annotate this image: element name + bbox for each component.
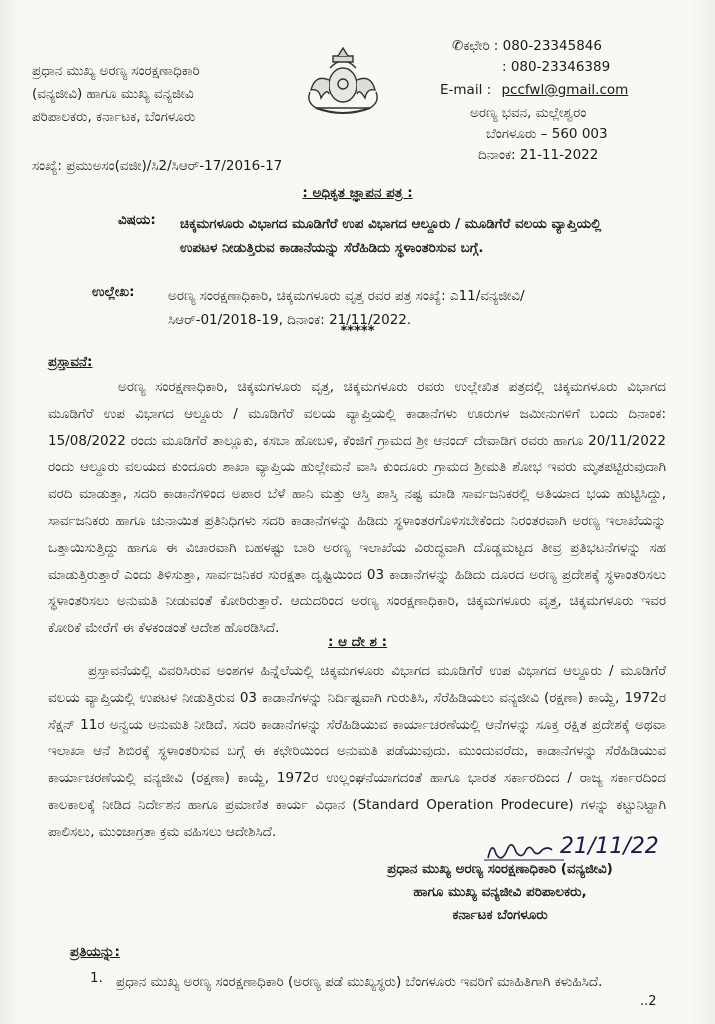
phone-label: ಕಛೇರಿ: [463, 38, 490, 54]
issuing-office: [32, 60, 200, 129]
phone-1: : 080-23345846: [493, 38, 602, 54]
subject-label: ವಿಷಯ:: [118, 212, 156, 228]
signatory-line-1: ಪ್ರಧಾನ ಮುಖ್ಯ ಅರಣ್ಯ ಸಂರಕ್ಷಣಾಧಿಕಾರಿ (ವನ್ಯಜೀವಿ): [387, 861, 613, 877]
phone-icon: ✆: [452, 38, 464, 54]
email-block: [440, 82, 628, 98]
signature-date: 21/11/22: [560, 834, 659, 859]
copy-number: 1.: [90, 970, 103, 986]
signatory-line-2: ಹಾಗೂ ಮುಖ್ಯ ವನ್ಯಜೀವಿ ಪರಿಪಾಲಕರು,: [413, 884, 587, 900]
preamble-heading: ಪ್ರಸ್ತಾವನೆ:: [48, 354, 93, 370]
issue-date: ದಿನಾಂಕ: 21-11-2022: [478, 147, 599, 163]
order-paragraph: ಪ್ರಸ್ತಾವನೆಯಲ್ಲಿ ವಿವರಿಸಿರುವ ಅಂಶಗಳ ಹಿನ್ನೆಲೆಯಲ್ಲಿ ಚಿಕ್ಕಮಗಳೂರು ವಿಭಾಗದ ಮೂಡಿಗೆರೆ ಉಪ ವಿಭಾಗದ ಆಲ್ದೂರು / ಮೂಡಿಗೆರೆ ವಲಯ ವ್ಯಾಪ್ತಿಯಲ್ಲಿ ಉಪಟಳ ನೀಡುತ್ತಿರುವ 03 ಕಾಡಾನೆಗಳನ್ನು ನಿರ್ದಿಷ್ಟವಾಗಿ ಗುರುತಿಸಿ, ಸೆರೆಹಿಡಿಯಲು ವನ್ಯಜೀವಿ (ರಕ್ಷಣಾ) ಕಾಯ್ದೆ, 1972ರ ಸೆಕ್ಷನ್ 11ರ ಅನ್ವಯ ಅನುಮತಿ ನೀಡಿದೆ. ಸದರಿ ಕಾಡಾನೆಗಳನ್ನು ಸೆರೆಹಿಡಿಯುವ ಕಾರ್ಯಾಚರಣೆಯಲ್ಲಿ ಆನೆಗಳನ್ನು ಸೂಕ್ತ ರಕ್ಷಿತ ಪ್ರದೇಶಕ್ಕೆ ಅಥವಾ ಇಲಾಖಾ ಆನೆ ಶಿಬಿರಕ್ಕೆ ಸ್ಥಳಾಂತರಿಸುವ ಬಗ್ಗೆ ಈ ಕಛೇರಿಯಿಂದ ಅನುಮತಿ ಪಡೆಯುವುದು. ಮುಂದುವರೆದು, ಕಾಡಾನೆಗಳನ್ನು ಸೆರೆಹಿಡಿಯುವ ಕಾರ್ಯಾಚರಣೆಯಲ್ಲಿ ವನ್ಯಜೀವಿ (ರಕ್ಷಣಾ) ಕಾಯ್ದೆ, 1972ರ ಉಲ್ಲಂಘನೆಯಾಗದಂತೆ ಹಾಗೂ ಭಾರತ ಸರ್ಕಾರದಿಂದ / ರಾಜ್ಯ ಸರ್ಕಾರದಿಂದ ಕಾಲಕಾಲಕ್ಕೆ ನೀಡಿದ ನಿರ್ದೇಶನ ಹಾಗೂ ಪ್ರಮಾಣಿತ ಕಾರ್ಯ ವಿಧಾನ (Standard Operation Prodecure) ಗಳನ್ನು ಕಟ್ಟುನಿಟ್ಟಾಗಿ ಪಾಲಿಸಲು, ಮುಂಜಾಗ್ರತಾ ಕ್ರಮ ವಹಿಸಲು ಆದೇಶಿಸಿದೆ.: [48, 663, 666, 840]
office-line-3: ಪರಿಪಾಲಕರು, ಕರ್ನಾಟಕ, ಬೆಂಗಳೂರು: [32, 109, 196, 125]
signatory-block: [360, 858, 640, 927]
preamble-paragraph: ಅರಣ್ಯ ಸಂರಕ್ಷಣಾಧಿಕಾರಿ, ಚಿಕ್ಕಮಗಳೂರು ವೃತ್ತ, ಚಿಕ್ಕಮಗಳೂರು ರವರು ಉಲ್ಲೇಖಿತ ಪತ್ರದಲ್ಲಿ ಚಿಕ್ಕಮಗಳೂರು ವಿಭಾಗದ ಮೂಡಿಗೆರೆ ಉಪ ವಿಭಾಗದ ಆಲ್ದೂರು / ಮೂಡಿಗೆರೆ ವಲಯ ವ್ಯಾಪ್ತಿಯಲ್ಲಿ ಕಾಡಾನೆಗಳು ಊರುಗಳ ಜಮೀನುಗಳಿಗೆ ಬಂದು ದಿನಾಂಕ: 15/08/2022 ರಂದು ಮೂಡಿಗೆರೆ ತಾಲ್ಲೂಕು, ಕಸಬಾ ಹೋಬಳಿ, ಕೆಂಜಿಗೆ ಗ್ರಾಮದ ಶ್ರೀ ಆನಂದ್ ದೇವಾಡಿಗ ರವರು ಹಾಗೂ 20/11/2022 ರಂದು ಆಲ್ದೂರು ವಲಯದ ಕುಂದೂರು ಶಾಖಾ ವ್ಯಾಪ್ತಿಯ ಹುಲ್ಲೇಮನೆ ವಾಸಿ ಕುಂದೂರು ಗ್ರಾಮದ ಶ್ರೀಮತಿ ಶೋಭ ಇವರು ಮೃತಪಟ್ಟಿರುವುದಾಗಿ ವರದಿ ಮಾಡುತ್ತಾ, ಸದರಿ ಕಾಡಾನೆಗಳಿಂದ ಅಪಾರ ಬೆಳೆ ಹಾನಿ ಮತ್ತು ಆಸ್ತಿ ಪಾಸ್ತಿ ನಷ್ಟ ಮಾಡಿ ಸಾರ್ವಜನಿಕರಲ್ಲಿ ಅತಿಯಾದ ಭಯ ಹುಟ್ಟಿಸಿದ್ದು, ಸಾರ್ವಜನಿಕರು ಹಾಗೂ ಚುನಾಯಿತ ಪ್ರತಿನಿಧಿಗಳು ಸದರಿ ಕಾಡಾನೆಗಳನ್ನು ಹಿಡಿದು ಸ್ಥಳಾಂತರಗೊಳಿಸಬೇಕೆಂದು ನಿರಂತರವಾಗಿ ಅರಣ್ಯ ಇಲಾಖೆಯನ್ನು ಒತ್ತಾಯಿಸುತ್ತಿದ್ದು ಹಾಗೂ ಈ ವಿಚಾರವಾಗಿ ಬಹಳಷ್ಟು ಬಾರಿ ಅರಣ್ಯ ಇಲಾಖೆಯ ವಿರುದ್ಧವಾಗಿ ದೊಡ್ಡಮಟ್ಟದ ತೀವ್ರ ಪ್ರತಿಭಟನೆಗಳನ್ನು ಸಹ ಮಾಡುತ್ತಿರುತ್ತಾರೆ ಎಂದು ತಿಳಿಸುತ್ತಾ, ಸಾರ್ವಜನಿಕರ ಸುರಕ್ಷತಾ ದೃಷ್ಟಿಯಿಂದ 03 ಕಾಡಾನೆಗಳನ್ನು ಹಿಡಿದು ದೂರದ ಅರಣ್ಯ ಪ್ರದೇಶಕ್ಕೆ ಸ್ಥಳಾಂತರಿಸಲು ಸ್ಥಳಾಂತರಿಸಲು ಅನುಮತಿ ನೀಡುವಂತೆ ಕೋರಿರುತ್ತಾರೆ. ಆದುದರಿಂದ ಅರಣ್ಯ ಸಂರಕ್ಷಣಾಧಿಕಾರಿ, ಚಿಕ್ಕಮಗಳೂರು ವೃತ್ತ, ಚಿಕ್ಕಮಗಳೂರು ಇವರ ಕೋರಿಕೆ ಮೇರೆಗೆ ಈ ಕೆಳಕಂಡಂತೆ ಆದೇಶ ಹೊರಡಿಸಿದೆ.: [48, 379, 666, 637]
reference-label: ಉಲ್ಲೇಖ:: [92, 284, 135, 300]
office-line-2: (ವನ್ಯಜೀವಿ) ಹಾಗೂ ಮುಖ್ಯ ವನ್ಯಜೀವಿ: [32, 86, 194, 102]
office-line-1: ಪ್ರಧಾನ ಮುಖ್ಯ ಅರಣ್ಯ ಸಂರಕ್ಷಣಾಧಿಕಾರಿ: [32, 63, 200, 79]
contact-block: [452, 36, 610, 78]
address-line-2: ಬೆಂಗಳೂರು – 560 003: [486, 126, 608, 142]
reference-number: ಸಂಖ್ಯೆ: ಪ್ರಮುಅಸಂ(ವಜೀ)/ಸಿ2/ಸಿಆರ್-17/2016-17: [32, 158, 283, 174]
subject-text: ಚಿಕ್ಕಮಗಳೂರು ವಿಭಾಗದ ಮೂಡಿಗೆರೆ ಉಪ ವಿಭಾಗದ ಆಲ್ದೂರು / ಮೂಡಿಗೆರೆ ವಲಯ ವ್ಯಾಪ್ತಿಯಲ್ಲಿ ಉಪಟಳ ನೀಡುತ್ತಿರುವ ಕಾಡಾನೆಯನ್ನು ಸೆರೆಹಿಡಿದು ಸ್ಥಳಾಂತರಿಸುವ ಬಗ್ಗೆ.: [180, 216, 602, 256]
address-block: [470, 103, 608, 166]
email-link[interactable]: pccfwl@gmail.com: [501, 82, 629, 98]
order-heading: : ಆ ದೇ ಶ :: [327, 634, 388, 650]
copies-heading: ಪ್ರತಿಯನ್ನು:: [70, 944, 120, 960]
copy-text: ಪ್ರಧಾನ ಮುಖ್ಯ ಅರಣ್ಯ ಸಂರಕ್ಷಣಾಧಿಕಾರಿ (ಅರಣ್ಯ ಪಡೆ ಮುಖ್ಯಸ್ಥರು) ಬೆಂಗಳೂರು ಇವರಿಗೆ ಮಾಹಿತಿಗಾಗಿ ಕಳುಹಿಸಿದೆ.: [116, 974, 603, 990]
notification-title: : ಅಧಿಕೃತ ಜ್ಞಾಪನ ಪತ್ರ :: [302, 185, 413, 201]
signatory-line-3: ಕರ್ನಾಟಕ ಬೆಂಗಳೂರು: [452, 907, 548, 923]
page-continuation: ..2: [640, 994, 657, 1009]
karnataka-emblem-icon: [300, 40, 386, 118]
email-label: E-mail :: [440, 82, 492, 98]
phone-2: : 080-23346389: [502, 59, 611, 75]
reference-text: ಅರಣ್ಯ ಸಂರಕ್ಷಣಾಧಿಕಾರಿ, ಚಿಕ್ಕಮಗಳೂರು ವೃತ್ತ ರವರ ಪತ್ರ ಸಂಖ್ಯೆ: ಎ11/ವನ್ಯಜೀವಿ/ಸಿಆರ್-01/2018-19, ದಿನಾಂಕ: 21/11/2022.: [168, 288, 525, 328]
separator: *****: [340, 324, 375, 339]
address-line-1: ಅರಣ್ಯ ಭವನ, ಮಲ್ಲೇಶ್ವರಂ: [470, 105, 587, 121]
